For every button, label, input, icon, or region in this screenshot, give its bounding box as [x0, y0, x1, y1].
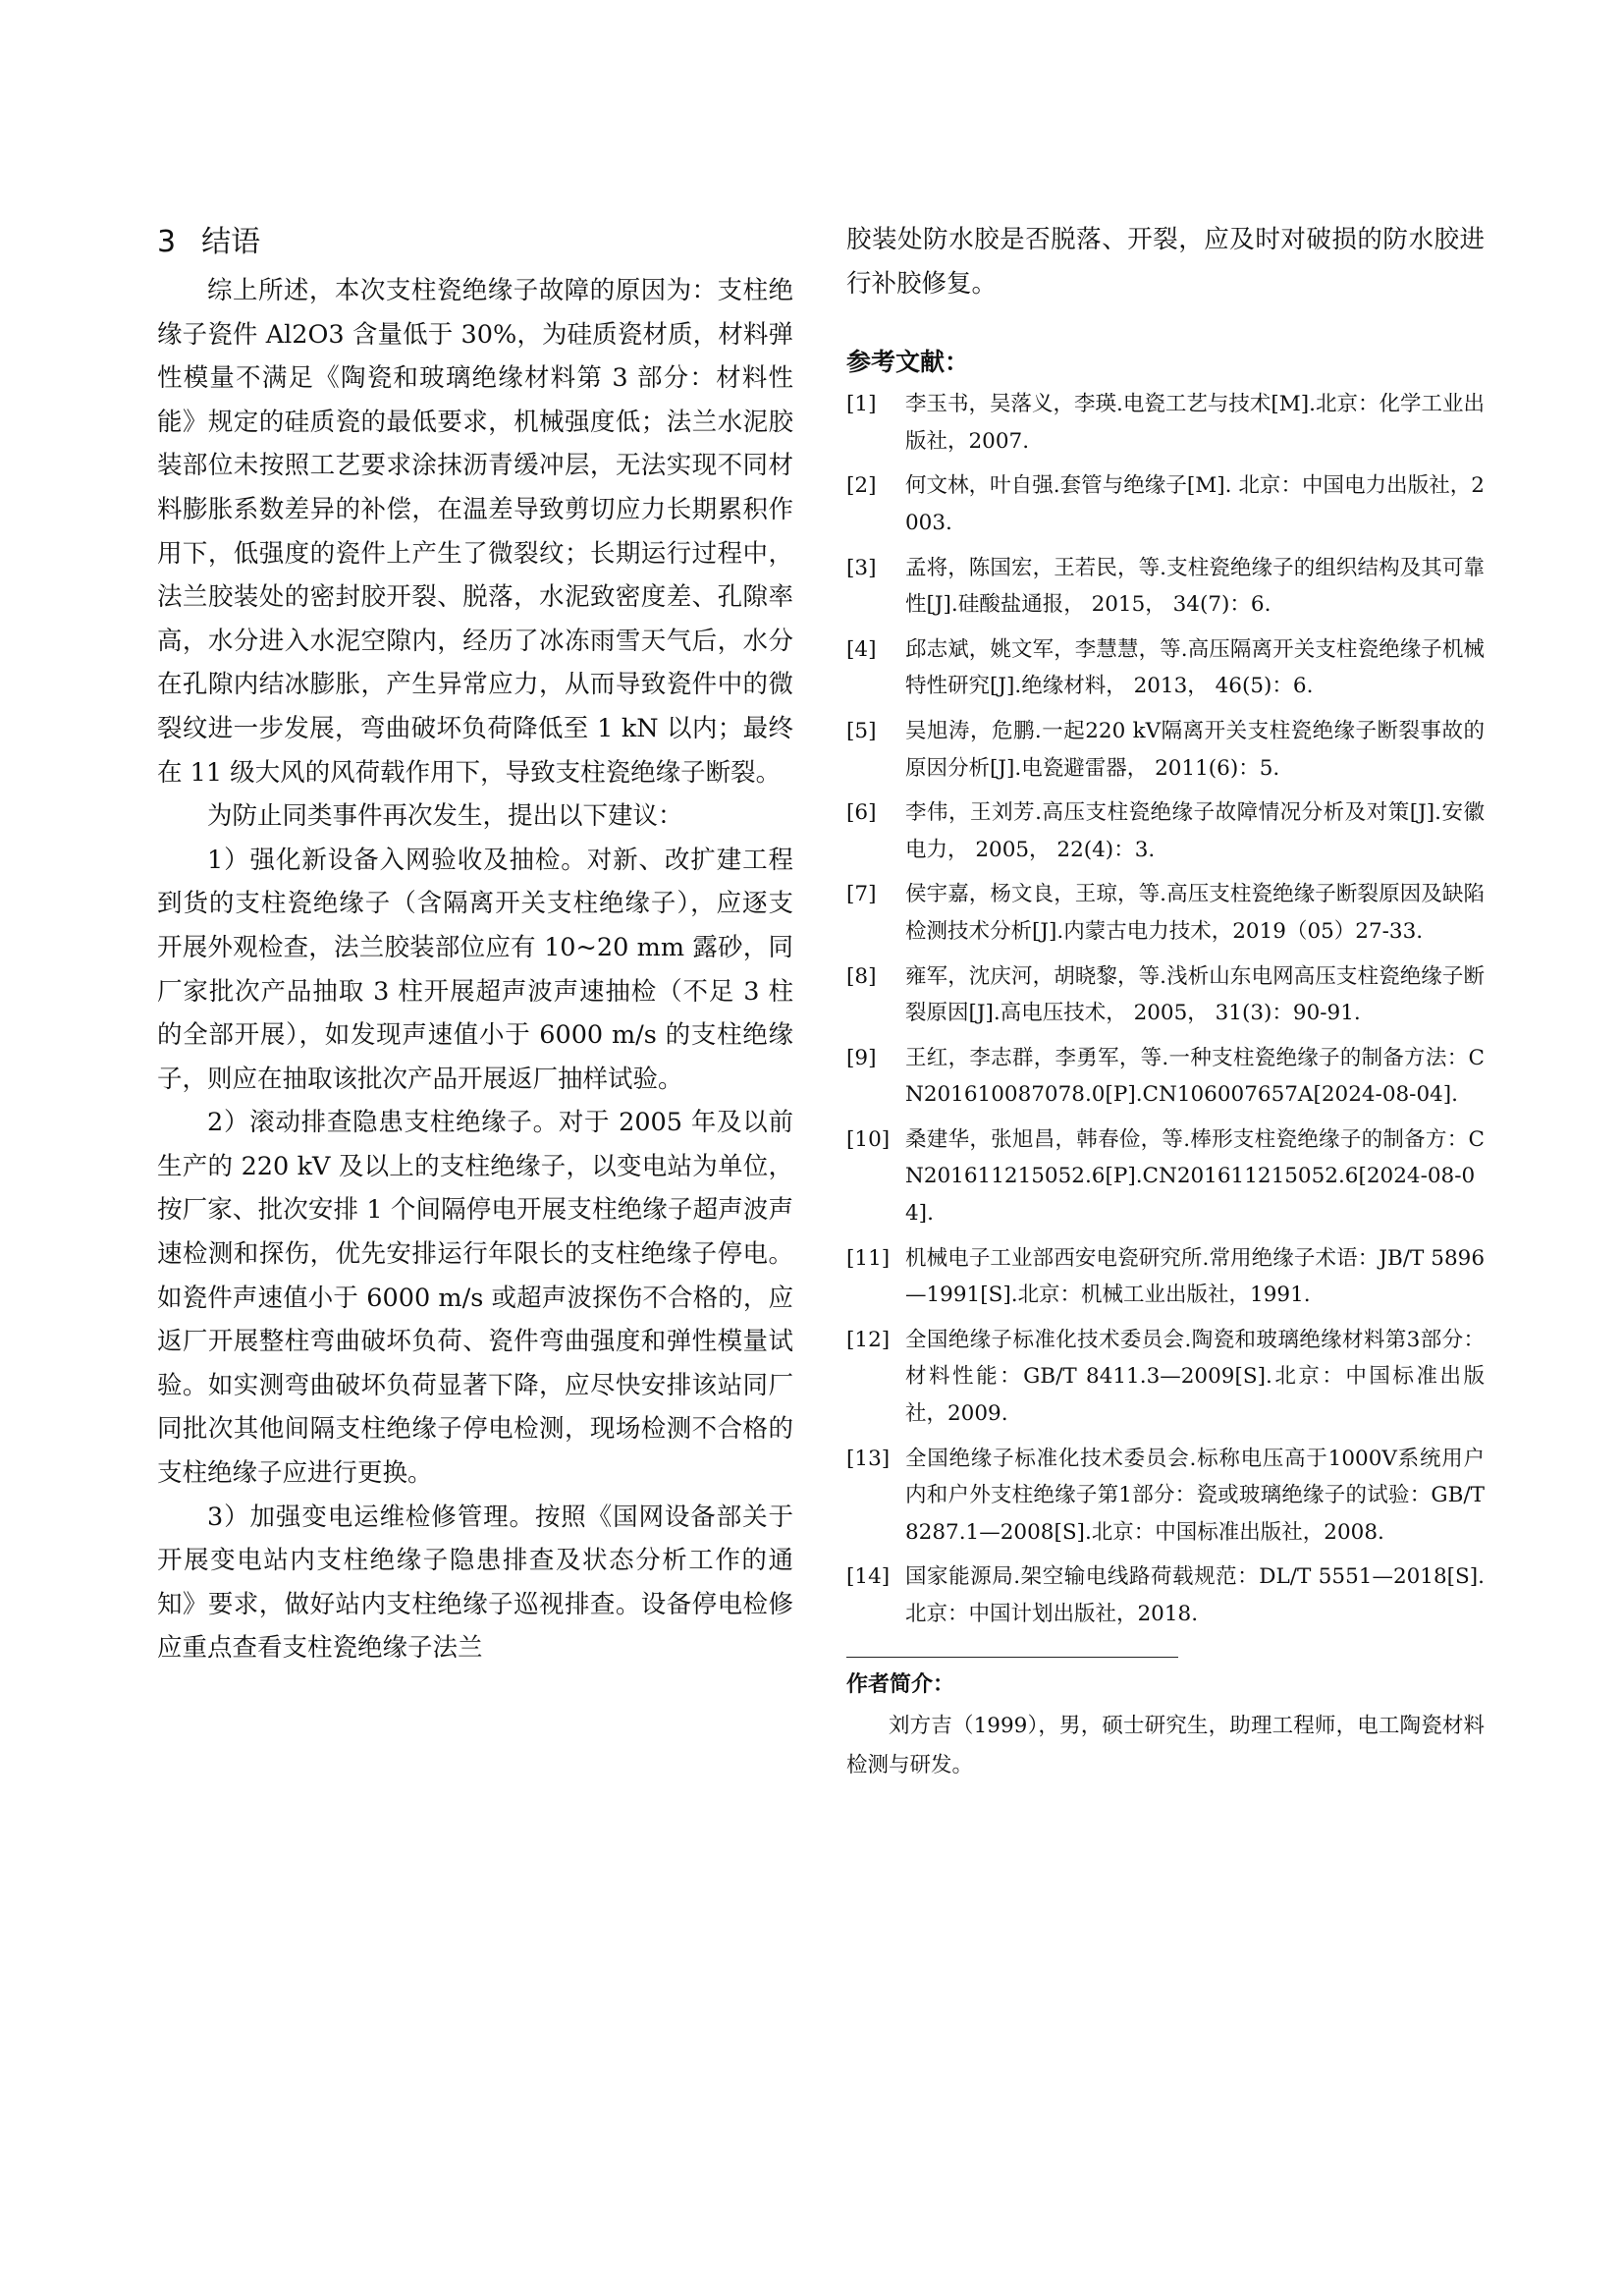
reference-number: [8]	[846, 963, 877, 989]
reference-item	[846, 1441, 1485, 1552]
reference-item	[846, 958, 1485, 1032]
conclusion-paragraph: 综上所述，本次支柱瓷绝缘子故障的原因为：支柱绝缘子瓷件 Al2O3 含量低于 30%，为硅质瓷材质，材料弹性模量不满足《陶瓷和玻璃绝缘材料第 3 部分：材料性能》规定的硅质瓷的最低要求，机械强度低；法兰水泥胶装部位未按照工艺要求涂抹沥青缓冲层，无法实现不同材料膨胀系数差异的补偿，在温差导致剪切应力长期累积作用下，低强度的瓷件上产生了微裂纹；长期运行过程中，法兰胶装处的密封胶开裂、脱落，水泥致密度差、孔隙率高，水分进入水泥空隙内，经历了冰冻雨雪天气后，水分在孔隙内结冰膨胀，产生异常应力，从而导致瓷件中的微裂纹进一步发展，弯曲破坏负荷降低至 1 kN 以内；最终在 11 级大风的风荷载作用下，导致支柱瓷绝缘子断裂。	[157, 276, 793, 788]
recommendation-1: 1）强化新设备入网验收及抽检。对新、改扩建工程到货的支柱瓷绝缘子（含隔离开关支柱绝缘子），应逐支开展外观检查，法兰胶装部位应有 10~20 mm 露砂，同厂家批次产品抽取 3 柱开展超声波声速抽检（不足 3 柱的全部开展），如发现声速值小于 6000 m/s 的支柱绝缘子，则应在抽取该批次产品开展返厂抽样试验。	[157, 845, 793, 1094]
reference-number: [11]	[846, 1245, 891, 1271]
reference-item	[846, 550, 1485, 624]
reference-number: [5]	[846, 718, 877, 743]
reference-number: [13]	[846, 1446, 891, 1471]
reference-number: [7]	[846, 882, 877, 907]
left-column	[157, 218, 793, 1670]
section-number: 3	[157, 225, 177, 259]
reference-item	[846, 1040, 1485, 1114]
reference-item	[846, 1240, 1485, 1314]
reference-text: 机械电子工业部西安电瓷研究所.常用绝缘子术语：JB/T 5896—1991[S].北京：机械工业出版社，1991.	[905, 1245, 1485, 1308]
reference-item	[846, 794, 1485, 868]
reference-text: 李玉书，吴落义，李瑛.电瓷工艺与技术[M].北京：化学工业出版社，2007.	[905, 392, 1485, 454]
reference-item	[846, 1558, 1485, 1632]
reference-number: [14]	[846, 1564, 891, 1590]
reference-item	[846, 1121, 1485, 1232]
reference-item	[846, 713, 1485, 787]
reference-number: [4]	[846, 636, 877, 662]
recommendation-3-continued: 胶装处防水胶是否脱落、开裂，应及时对破损的防水胶进行补胶修复。	[846, 225, 1485, 299]
recommendation-intro: 为防止同类事件再次发生，提出以下建议：	[207, 801, 683, 832]
recommendation-3: 3）加强变电运维检修管理。按照《国网设备部关于开展变电站内支柱绝缘子隐患排查及状态分析工作的通知》要求，做好站内支柱绝缘子巡视排查。设备停电检修应重点查看支柱瓷绝缘子法兰	[157, 1502, 793, 1664]
reference-number: [12]	[846, 1327, 891, 1352]
reference-item	[846, 876, 1485, 950]
reference-text: 全国绝缘子标准化技术委员会.标称电压高于1000V系统用户内和户外支柱绝缘子第1部分：瓷或玻璃绝缘子的试验：GB/T 8287.1—2008[S].北京：中国标准出版社，2008.	[905, 1446, 1485, 1545]
reference-text: 全国绝缘子标准化技术委员会.陶瓷和玻璃绝缘材料第3部分：材料性能：GB/T 8411.3—2009[S].北京：中国标准出版社，2009.	[905, 1327, 1485, 1427]
reference-list	[846, 386, 1485, 1632]
reference-item	[846, 1322, 1485, 1433]
reference-item	[846, 386, 1485, 460]
reference-item	[846, 631, 1485, 705]
recommendation-2: 2）滚动排查隐患支柱绝缘子。对于 2005 年及以前生产的 220 kV 及以上的支柱绝缘子，以变电站为单位，按厂家、批次安排 1 个间隔停电开展支柱绝缘子超声波声速检测和探伤，优先安排运行年限长的支柱绝缘子停电。如瓷件声速值小于 6000 m/s 或超声波探伤不合格的，应返厂开展整柱弯曲破坏负荷、瓷件弯曲强度和弹性模量试验。如实测弯曲破坏负荷显著下降，应尽快安排该站同厂同批次其他间隔支柱绝缘子停电检测，现场检测不合格的支柱绝缘子应进行更换。	[157, 1108, 793, 1489]
reference-text: 何文林，叶自强.套管与绝缘子[M]. 北京：中国电力出版社，2003.	[905, 473, 1485, 535]
reference-number: [10]	[846, 1126, 891, 1152]
reference-text: 桑建华，张旭昌，韩春俭，等.棒形支柱瓷绝缘子的制备方：CN201611215052.6[P].CN201611215052.6[2024-08-04].	[905, 1126, 1485, 1227]
section-heading	[157, 218, 793, 267]
reference-number: [9]	[846, 1045, 877, 1070]
reference-number: [6]	[846, 800, 877, 826]
reference-text: 王红，李志群，李勇军，等.一种支柱瓷绝缘子的制备方法：CN201610087078.0[P].CN106007657A[2024-08-04].	[905, 1045, 1485, 1108]
reference-number: [1]	[846, 392, 877, 417]
reference-number: [2]	[846, 473, 877, 499]
right-column	[846, 218, 1485, 1785]
author-bio: 刘方吉（1999），男，硕士研究生，助理工程师，电工陶瓷材料检测与研发。	[846, 1713, 1485, 1777]
author-divider	[846, 1657, 1178, 1658]
reference-text: 邱志斌，姚文军，李慧慧，等.高压隔离开关支柱瓷绝缘子机械特性研究[J].绝缘材料， 2013， 46(5)：6.	[905, 636, 1485, 699]
reference-number: [3]	[846, 555, 877, 580]
reference-text: 国家能源局.架空输电线路荷载规范：DL/T 5551—2018[S].北京：中国计划出版社，2018.	[905, 1564, 1485, 1626]
reference-text: 雍军，沈庆河，胡晓黎，等.浅析山东电网高压支柱瓷绝缘子断裂原因[J].高电压技术， 2005， 31(3)：90-91.	[905, 963, 1485, 1026]
reference-text: 李伟，王刘芳.高压支柱瓷绝缘子故障情况分析及对策[J].安徽电力， 2005， 22(4)：3.	[905, 800, 1485, 862]
references-heading: 参考文献：	[846, 348, 970, 377]
author-heading: 作者简介：	[846, 1671, 955, 1697]
reference-text: 吴旭涛，危鹏.一起220 kV隔离开关支柱瓷绝缘子断裂事故的原因分析[J].电瓷避雷器， 2011(6)：5.	[905, 718, 1485, 781]
reference-item	[846, 467, 1485, 541]
reference-text: 孟将，陈国宏，王若民，等.支柱瓷绝缘子的组织结构及其可靠性[J].硅酸盐通报， 2015， 34(7)：6.	[905, 555, 1485, 618]
reference-text: 侯宇嘉，杨文良，王琼，等.高压支柱瓷绝缘子断裂原因及缺陷检测技术分析[J].内蒙古电力技术，2019（05）27-33.	[905, 882, 1485, 944]
section-title: 结语	[201, 225, 261, 259]
